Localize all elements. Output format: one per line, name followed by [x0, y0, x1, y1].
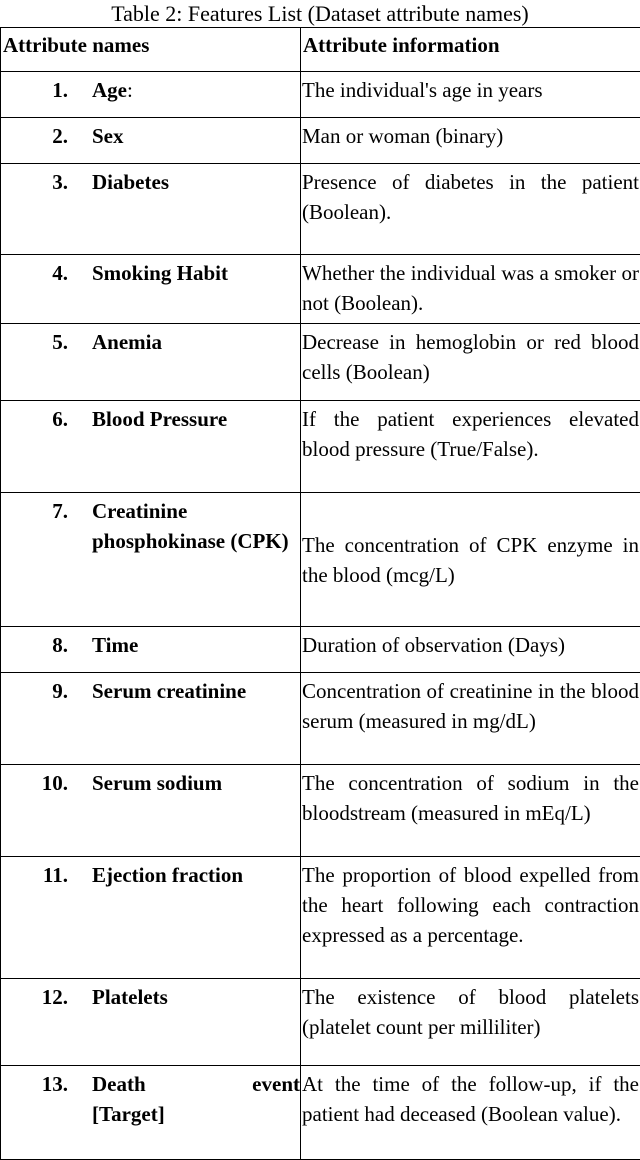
attribute-name: Serum creatinine: [92, 679, 247, 703]
attribute-name: Blood Pressure: [92, 407, 228, 431]
row-number: 3.: [52, 170, 68, 194]
row-number: 13.: [41, 1072, 68, 1096]
attribute-name-cell: [1, 164, 301, 255]
attribute-name-cell: [1, 1066, 301, 1160]
table-row: [1, 765, 640, 857]
attribute-info: The concentration of sodium in the bloodstream (measured in mEq/L): [302, 771, 639, 825]
attribute-name-cell: [1, 118, 301, 164]
row-number: 7.: [52, 499, 68, 523]
attribute-name: Diabetes: [92, 170, 169, 194]
table-row: [1, 857, 640, 979]
attribute-info: Decrease in hemoglobin or red blood cells (Boolean): [302, 330, 639, 384]
row-number: 12.: [41, 985, 68, 1009]
attribute-info: The proportion of blood expelled from the heart following each contraction expressed as a percentage.: [302, 863, 639, 947]
attribute-info-cell: [301, 324, 640, 401]
attribute-name: Smoking Habit: [92, 261, 228, 285]
table-row: [1, 493, 640, 627]
attribute-info: Whether the individual was a smoker or not (Boolean).: [302, 261, 639, 315]
attribute-info-cell: [301, 979, 640, 1066]
header-attribute-information: Attribute information: [301, 28, 640, 72]
table-row: [1, 673, 640, 765]
attribute-name-cell: [1, 979, 301, 1066]
attribute-info: Man or woman (binary): [302, 124, 504, 148]
row-number: 1.: [52, 78, 68, 102]
attribute-name: Anemia: [92, 330, 162, 354]
attribute-info: Duration of observation (Days): [302, 633, 566, 657]
attribute-name-cell: [1, 324, 301, 401]
attribute-name-cell: [1, 255, 301, 324]
attribute-info-cell: [301, 401, 640, 493]
attribute-info-cell: [301, 673, 640, 765]
table-row: [1, 627, 640, 673]
attribute-info-cell: [301, 627, 640, 673]
row-number: 6.: [52, 407, 68, 431]
attribute-name-cell: [1, 72, 301, 118]
attribute-info-cell: [301, 1066, 640, 1160]
table-row: [1, 255, 640, 324]
row-number: 8.: [52, 633, 68, 657]
table-row: [1, 118, 640, 164]
attribute-info: At the time of the follow-up, if the patient had deceased (Boolean value).: [302, 1072, 639, 1126]
attribute-info-cell: [301, 765, 640, 857]
attribute-name: Time: [92, 633, 139, 657]
table-row: [1, 401, 640, 493]
attribute-info: Presence of diabetes in the patient (Boolean).: [302, 170, 639, 224]
attribute-name-cell: [1, 673, 301, 765]
attribute-name-cell: [1, 493, 301, 627]
attribute-info: The existence of blood platelets (platelet count per milliliter): [302, 985, 639, 1039]
table-row: [1, 72, 640, 118]
attribute-name: Death event [Target]: [92, 1072, 300, 1126]
table-row: [1, 164, 640, 255]
header-attribute-names: Attribute names: [1, 28, 301, 72]
row-number: 5.: [52, 330, 68, 354]
attribute-name-cell: [1, 765, 301, 857]
attribute-info: Concentration of creatinine in the blood serum (measured in mg/dL): [302, 679, 639, 733]
row-number: 11.: [42, 863, 68, 887]
attribute-name-cell: [1, 627, 301, 673]
attribute-name: Serum sodium: [92, 771, 223, 795]
attribute-info-cell: [301, 255, 640, 324]
attribute-info: The individual's age in years: [302, 78, 543, 102]
attribute-name: Age:: [92, 78, 133, 102]
attribute-name: Creatinine phosphokinase (CPK): [92, 499, 289, 553]
row-number: 4.: [52, 261, 68, 285]
attribute-info-cell: [301, 118, 640, 164]
table-row: [1, 979, 640, 1066]
attribute-name: Sex: [92, 124, 124, 148]
row-number: 10.: [41, 771, 68, 795]
table-header-row: [1, 28, 640, 72]
table-row: [1, 324, 640, 401]
table-row: [1, 1066, 640, 1160]
attribute-info-cell: [301, 72, 640, 118]
attribute-name-cell: [1, 401, 301, 493]
attribute-info-cell: [301, 164, 640, 255]
attribute-info-cell: [301, 857, 640, 979]
features-table: [0, 27, 640, 1160]
attribute-name-cell: [1, 857, 301, 979]
attribute-name: Platelets: [92, 985, 168, 1009]
table-caption: Table 2: Features List (Dataset attribute names): [111, 1, 529, 26]
row-number: 2.: [52, 124, 68, 148]
attribute-info-cell: [301, 493, 640, 627]
attribute-name: Ejection fraction: [92, 863, 244, 887]
row-number: 9.: [52, 679, 68, 703]
attribute-info: If the patient experiences elevated blood pressure (True/False).: [302, 407, 639, 461]
attribute-info: The concentration of CPK enzyme in the blood (mcg/L): [302, 532, 639, 587]
